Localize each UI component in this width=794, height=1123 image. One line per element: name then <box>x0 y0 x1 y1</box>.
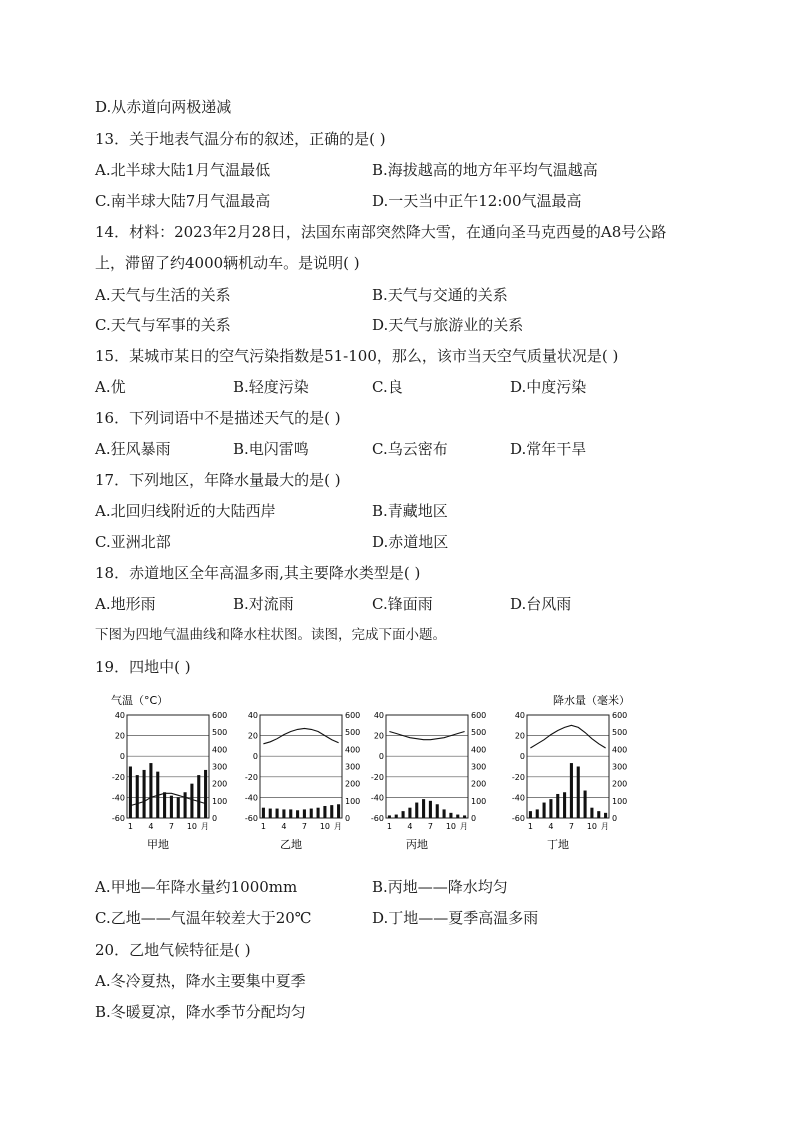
q16-option-d[interactable]: D.常年干旱 <box>510 440 587 458</box>
precipitation-axis-title: 降水量（毫米） <box>553 694 630 707</box>
precipitation-tick-label: 300 <box>345 762 361 772</box>
temperature-tick-label: -60 <box>370 814 384 823</box>
q14-option-c[interactable]: C.天气与军事的关系 <box>95 316 231 334</box>
q18-stem: 18．赤道地区全年高温多雨,其主要降水类型是( ) <box>95 564 421 582</box>
q20-option-a[interactable]: A.冬冷夏热，降水主要集中夏季 <box>95 972 306 990</box>
month-unit-label: 月 <box>333 822 342 831</box>
q19-option-d[interactable]: D.丁地——夏季高温多雨 <box>372 909 539 927</box>
temperature-tick-label: -60 <box>511 814 525 823</box>
q14-stem-line2: 上，滞留了约4000辆机动车。是说明( ) <box>95 254 360 272</box>
precipitation-bar <box>149 763 152 818</box>
precipitation-bar <box>536 809 539 818</box>
precipitation-bar <box>456 815 459 818</box>
precipitation-bar <box>449 813 452 818</box>
precipitation-tick-label: 500 <box>212 728 228 738</box>
precipitation-tick-label: 200 <box>345 779 361 789</box>
precipitation-tick-label: 100 <box>612 796 628 806</box>
q18-option-d[interactable]: D.台风雨 <box>510 595 572 613</box>
station-name: 丙地 <box>406 838 428 851</box>
precipitation-tick-label: 300 <box>471 762 487 772</box>
precipitation-tick-label: 0 <box>471 814 477 823</box>
temperature-tick-label: -40 <box>244 793 258 803</box>
precipitation-bar <box>570 763 573 818</box>
temperature-tick-label: 20 <box>247 731 258 741</box>
precipitation-bar <box>310 809 313 818</box>
precipitation-tick-label: 100 <box>345 796 361 806</box>
q17-option-d[interactable]: D.赤道地区 <box>372 533 449 551</box>
climate-chart-bing <box>364 690 487 858</box>
q15-stem: 15．某城市某日的空气污染指数是51-100，那么，该市当天空气质量状况是( ) <box>95 347 619 365</box>
q14-option-d[interactable]: D.天气与旅游业的关系 <box>372 316 524 334</box>
precipitation-tick-label: 300 <box>212 762 228 772</box>
precipitation-bar <box>204 770 207 818</box>
precipitation-bar <box>269 809 272 818</box>
month-unit-label: 月 <box>600 822 609 831</box>
precipitation-bar <box>577 767 580 819</box>
month-tick-label: 1 <box>386 822 392 831</box>
month-tick-label: 4 <box>407 822 413 831</box>
precipitation-tick-label: 400 <box>471 745 487 755</box>
temperature-tick-label: 20 <box>373 731 384 741</box>
month-tick-label: 10 <box>319 822 331 831</box>
plot-frame <box>260 715 342 818</box>
month-tick-label: 7 <box>301 822 307 831</box>
q14-option-b[interactable]: B.天气与交通的关系 <box>372 286 508 304</box>
temperature-tick-label: 20 <box>514 731 525 741</box>
precipitation-tick-label: 600 <box>612 711 628 720</box>
precipitation-bar <box>395 815 398 818</box>
precipitation-bar <box>197 775 200 818</box>
month-unit-label: 月 <box>200 822 209 831</box>
temperature-tick-label: 40 <box>114 711 125 720</box>
plot-frame <box>386 715 468 818</box>
precipitation-bar <box>556 794 559 818</box>
q19-option-c[interactable]: C.乙地——气温年较差大于20℃ <box>95 909 312 927</box>
month-tick-label: 7 <box>568 822 574 831</box>
precipitation-bar <box>163 792 166 818</box>
q16-option-a[interactable]: A.狂风暴雨 <box>95 440 171 458</box>
precipitation-bar <box>136 775 139 818</box>
temperature-curve <box>130 793 205 805</box>
month-tick-label: 10 <box>186 822 198 831</box>
precipitation-bar <box>529 811 532 818</box>
precipitation-tick-label: 0 <box>212 814 218 823</box>
precipitation-bar <box>282 809 285 818</box>
temperature-tick-label: -20 <box>244 772 258 782</box>
temperature-tick-label: -40 <box>370 793 384 803</box>
month-tick-label: 7 <box>427 822 433 831</box>
precipitation-tick-label: 500 <box>345 728 361 738</box>
precipitation-tick-label: 400 <box>612 745 628 755</box>
q13-option-d[interactable]: D.一天当中正午12:00气温最高 <box>372 192 582 210</box>
q17-option-b[interactable]: B.青藏地区 <box>372 502 448 520</box>
month-tick-label: 10 <box>445 822 457 831</box>
precipitation-bar <box>597 811 600 818</box>
precipitation-tick-label: 100 <box>471 796 487 806</box>
precipitation-tick-label: 600 <box>212 711 228 720</box>
q15-option-a[interactable]: A.优 <box>95 378 126 396</box>
temperature-tick-label: 0 <box>119 752 125 762</box>
q16-stem: 16．下列词语中不是描述天气的是( ) <box>95 409 341 427</box>
temperature-tick-label: -20 <box>111 772 125 782</box>
precipitation-tick-label: 600 <box>471 711 487 720</box>
q16-option-c[interactable]: C.乌云密布 <box>372 440 448 458</box>
temperature-tick-label: -20 <box>370 772 384 782</box>
q12-option-d: D.从赤道向两极递减 <box>95 98 232 116</box>
q19-option-a[interactable]: A.甲地—年降水量约1000mm <box>95 878 298 896</box>
q18-option-a[interactable]: A.地形雨 <box>95 595 156 613</box>
q13-option-b[interactable]: B.海拔越高的地方年平均气温越高 <box>372 161 598 179</box>
temperature-tick-label: -40 <box>111 793 125 803</box>
q13-stem: 13．关于地表气温分布的叙述，正确的是( ) <box>95 130 386 148</box>
precipitation-bar <box>543 803 546 818</box>
precipitation-bar <box>563 792 566 818</box>
precipitation-bar <box>463 815 466 818</box>
q15-option-b[interactable]: B.轻度污染 <box>233 378 309 396</box>
precipitation-bar <box>590 808 593 818</box>
precipitation-bar <box>604 813 607 818</box>
climate-chart-ding <box>505 690 635 858</box>
climate-chart-jia <box>105 690 255 858</box>
precipitation-bar <box>388 815 391 818</box>
precipitation-bar <box>415 803 418 818</box>
precipitation-tick-label: 0 <box>345 814 351 823</box>
precipitation-bar <box>129 767 132 819</box>
precipitation-bar <box>170 796 173 818</box>
precipitation-bar <box>429 801 432 818</box>
month-tick-label: 4 <box>548 822 554 831</box>
temperature-tick-label: -40 <box>511 793 525 803</box>
precipitation-tick-label: 100 <box>212 796 228 806</box>
precipitation-bar <box>422 799 425 818</box>
precipitation-bar <box>549 799 552 818</box>
temperature-tick-label: 40 <box>373 711 384 720</box>
q14-option-a[interactable]: A.天气与生活的关系 <box>95 286 231 304</box>
temperature-tick-label: 40 <box>514 711 525 720</box>
precipitation-bar <box>402 811 405 818</box>
temperature-tick-label: -60 <box>244 814 258 823</box>
month-tick-label: 10 <box>586 822 598 831</box>
precipitation-bar <box>262 808 265 818</box>
precipitation-bar <box>330 805 333 818</box>
precipitation-tick-label: 500 <box>471 728 487 738</box>
precipitation-tick-label: 500 <box>612 728 628 738</box>
month-tick-label: 1 <box>527 822 533 831</box>
temperature-tick-label: 0 <box>378 752 384 762</box>
temperature-tick-label: -60 <box>111 814 125 823</box>
precipitation-bar <box>443 809 446 818</box>
precipitation-bar <box>143 770 146 818</box>
month-tick-label: 1 <box>260 822 266 831</box>
precipitation-tick-label: 600 <box>345 711 361 720</box>
precipitation-bar <box>584 791 587 818</box>
precipitation-bar <box>337 804 340 818</box>
q20-stem: 20．乙地气候特征是( ) <box>95 941 251 959</box>
q15-option-c[interactable]: C.良 <box>372 378 403 396</box>
precipitation-bar <box>303 809 306 818</box>
q19-stem: 19．四地中( ) <box>95 658 191 676</box>
q18-option-c[interactable]: C.锋面雨 <box>372 595 433 613</box>
q18-option-b[interactable]: B.对流雨 <box>233 595 294 613</box>
figure-intro: 下图为四地气温曲线和降水柱状图。读图，完成下面小题。 <box>95 627 446 643</box>
temperature-tick-label: 40 <box>247 711 258 720</box>
precipitation-tick-label: 300 <box>612 762 628 772</box>
q20-option-b[interactable]: B.冬暖夏凉，降水季节分配均匀 <box>95 1003 306 1021</box>
q13-option-a[interactable]: A.北半球大陆1月气温最低 <box>95 161 271 179</box>
q17-stem: 17．下列地区，年降水量最大的是( ) <box>95 471 341 489</box>
q17-option-c[interactable]: C.亚洲北部 <box>95 533 171 551</box>
temperature-tick-label: 20 <box>114 731 125 741</box>
precipitation-bar <box>296 810 299 818</box>
precipitation-bar <box>190 784 193 818</box>
station-name: 丁地 <box>547 838 569 851</box>
month-tick-label: 4 <box>281 822 287 831</box>
precipitation-bar <box>317 808 320 818</box>
q15-option-d[interactable]: D.中度污染 <box>510 378 587 396</box>
q19-option-b[interactable]: B.丙地——降水均匀 <box>372 878 508 896</box>
plot-frame <box>527 715 609 818</box>
temperature-tick-label: -20 <box>511 772 525 782</box>
precipitation-tick-label: 200 <box>471 779 487 789</box>
precipitation-bar <box>289 809 292 818</box>
temperature-tick-label: 0 <box>519 752 525 762</box>
q16-option-b[interactable]: B.电闪雷鸣 <box>233 440 309 458</box>
q14-stem-line1: 14．材料：2023年2月28日，法国东南部突然降大雪，在通向圣马克西曼的A8号公路 <box>95 223 667 241</box>
precipitation-bar <box>177 797 180 818</box>
month-tick-label: 4 <box>148 822 154 831</box>
precipitation-tick-label: 200 <box>212 779 228 789</box>
station-name: 甲地 <box>147 838 169 851</box>
temperature-curve <box>530 725 605 748</box>
climate-chart-yi <box>238 690 361 858</box>
precipitation-bar <box>276 809 279 818</box>
month-tick-label: 1 <box>127 822 133 831</box>
precipitation-tick-label: 400 <box>212 745 228 755</box>
month-unit-label: 月 <box>459 822 468 831</box>
precipitation-tick-label: 0 <box>612 814 618 823</box>
precipitation-bar <box>436 804 439 818</box>
precipitation-bar <box>323 806 326 818</box>
station-name: 乙地 <box>280 838 302 851</box>
precipitation-tick-label: 400 <box>345 745 361 755</box>
precipitation-tick-label: 200 <box>612 779 628 789</box>
q13-option-c[interactable]: C.南半球大陆7月气温最高 <box>95 192 271 210</box>
precipitation-bar <box>408 808 411 818</box>
precipitation-bar <box>184 792 187 818</box>
temperature-axis-title: 气温（°C） <box>111 694 169 707</box>
temperature-tick-label: 0 <box>252 752 258 762</box>
temperature-curve <box>263 728 338 743</box>
q17-option-a[interactable]: A.北回归线附近的大陆西岸 <box>95 502 276 520</box>
month-tick-label: 7 <box>168 822 174 831</box>
